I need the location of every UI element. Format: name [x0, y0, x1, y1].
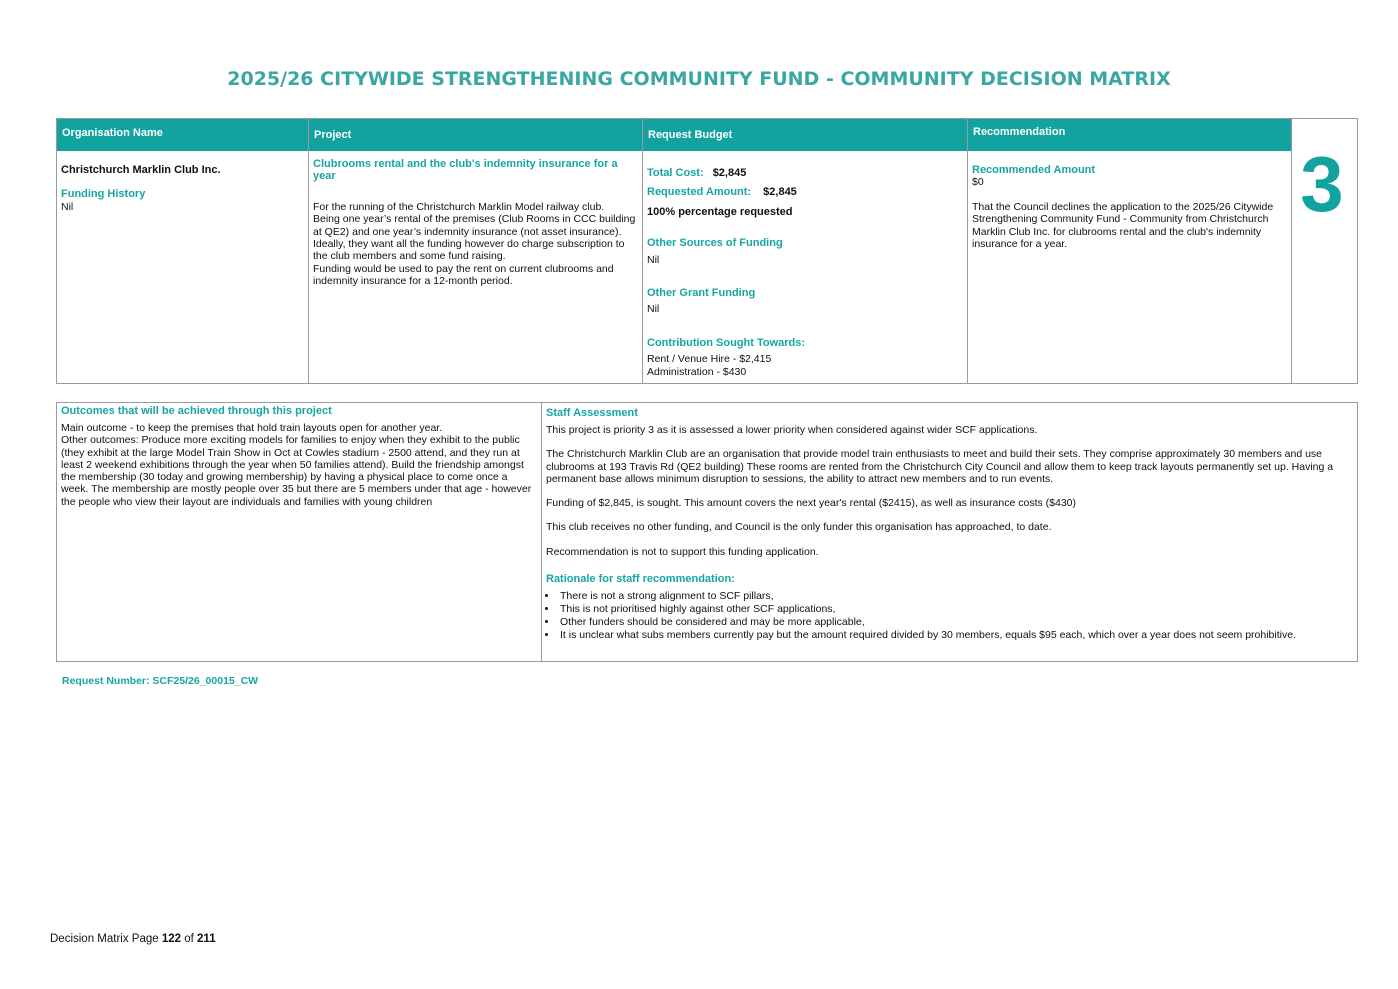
staff-assessment-paragraph: Recommendation is not to support this funding application. [546, 545, 819, 558]
funding-history-label: Funding History [61, 188, 146, 201]
other-sources-label: Other Sources of Funding [647, 237, 783, 250]
project-description-line: Being one year’s rental of the premises (Club Rooms in CCC building at QE2) and one year’s indemnity insurance (not asset insurance). Ideally, they want all the funding however do charge subscription to the club members and some fund raising. [313, 213, 636, 263]
rationale-heading: Rationale for staff recommendation: [546, 573, 735, 586]
outcomes-section [57, 403, 542, 661]
total-cost-row [647, 167, 963, 179]
contribution-item: Rent / Venue Hire - $2,415 [647, 353, 772, 366]
requested-amount-value: $2,845 [763, 186, 797, 199]
other-grant-value: Nil [647, 303, 660, 316]
page-footer [50, 933, 216, 945]
requested-amount-row [647, 186, 963, 198]
outcomes-heading: Outcomes that will be achieved through this project [61, 405, 332, 417]
footer-total-pages: 211 [197, 933, 216, 945]
rationale-item: • Other funders should be considered and may be more applicable, [558, 616, 1353, 629]
requested-amount-label: Requested Amount: [647, 186, 752, 199]
decision-matrix-table [56, 118, 1358, 384]
other-grant-label: Other Grant Funding [647, 287, 756, 300]
total-cost-label: Total Cost: [647, 167, 704, 179]
footer-page-number: 122 [161, 933, 182, 945]
other-sources-value: Nil [647, 253, 660, 266]
footer-of: of [181, 933, 198, 945]
rationale-list [546, 590, 1353, 642]
rationale-item: • This is not prioritised highly against other SCF applications, [558, 603, 1353, 616]
project-description-line: For the running of the Christchurch Marklin Model railway club. [313, 200, 605, 213]
staff-assessment-heading: Staff Assessment [546, 407, 638, 419]
budget-header: Request Budget [643, 119, 967, 151]
percentage-requested: 100% percentage requested [647, 205, 793, 218]
organisation-column [57, 119, 309, 383]
staff-assessment-paragraph: This club receives no other funding, and Council is the only funder this organisation has approached, to date. [546, 521, 1052, 534]
recommendation-header: Recommendation [968, 119, 1291, 151]
outcomes-other: Other outcomes: Produce more exciting models for families to enjoy when they exhibit to the public (they exhibit at the large Model Train Show in Oct at Cowles stadium - 2500 attend, and they run at least 2 weekend exhibitions through the year when 50 families attend). Build the friendship amongst the membership (30 today and growing membership) by having a physical place to come once a week. The membership are mostly people over 35 but there are 5 members under that age - however the people who view their layout are individuals and families with young children [61, 434, 532, 508]
funding-history-value: Nil [61, 200, 74, 213]
footer-label: Decision Matrix Page [50, 933, 162, 945]
total-cost-value: $2,845 [712, 167, 747, 179]
staff-assessment-section [542, 403, 1357, 661]
contribution-label: Contribution Sought Towards: [647, 336, 806, 349]
staff-assessment-paragraph: The Christchurch Marklin Club are an organisation that provide model train enthusiasts to meet and build their sets. They comprise approximately 30 members and use clubrooms at 193 Travis Rd (QE2 building) These rooms are rented from the Christchurch City Council and allow them to keep track layouts permanently set up. Having a permanent base allows minimum disruption to sessions, the ability to attract new members and to run events. [546, 448, 1334, 485]
recommendation-text: That the Council declines the application to the 2025/26 Citywide Strengthening Community Fund - Community from Christchurch Marklin Club Inc. for clubrooms rental and the club's indemnity insurance for a year. [972, 200, 1274, 251]
project-title: Clubrooms rental and the club's indemnity insurance for a year [313, 158, 618, 183]
project-header: Project [309, 119, 642, 151]
contribution-list [647, 353, 963, 378]
project-description [313, 201, 638, 288]
outcomes-main: Main outcome - to keep the premises that hold train layouts open for another year. [61, 422, 443, 434]
priority-column [1292, 119, 1357, 383]
recommendation-column [968, 119, 1292, 383]
project-description-line: Funding would be used to pay the rent on current clubrooms and indemnity insurance for a 12-month period. [313, 262, 614, 288]
staff-assessment-paragraph: This project is priority 3 as it is assessed a lower priority when considered against wider SCF applications. [546, 424, 1038, 436]
recommended-amount-value: $0 [972, 176, 984, 189]
contribution-item: Administration - $430 [647, 365, 747, 378]
priority-number: 3 [1300, 140, 1344, 228]
organisation-header: Organisation Name [57, 119, 308, 151]
staff-assessment-paragraph: Funding of $2,845, is sought. This amount covers the next year's rental ($2415), as well as insurance costs ($430) [546, 497, 1077, 510]
rationale-item: • It is unclear what subs members currently pay but the amount required divided by 30 members, equals $95 each, which over a year does not seem prohibitive. [558, 629, 1353, 642]
request-number: Request Number: SCF25/26_00015_CW [62, 675, 259, 687]
budget-column [643, 119, 968, 383]
recommended-amount-label: Recommended Amount [972, 164, 1096, 176]
rationale-item: • There is not a strong alignment to SCF pillars, [558, 590, 1353, 603]
project-column [309, 119, 643, 383]
page-title: 2025/26 CITYWIDE STRENGTHENING COMMUNITY FUND - COMMUNITY DECISION MATRIX [227, 68, 1171, 90]
organisation-name: Christchurch Marklin Club Inc. [61, 164, 221, 176]
assessment-table [56, 402, 1358, 662]
